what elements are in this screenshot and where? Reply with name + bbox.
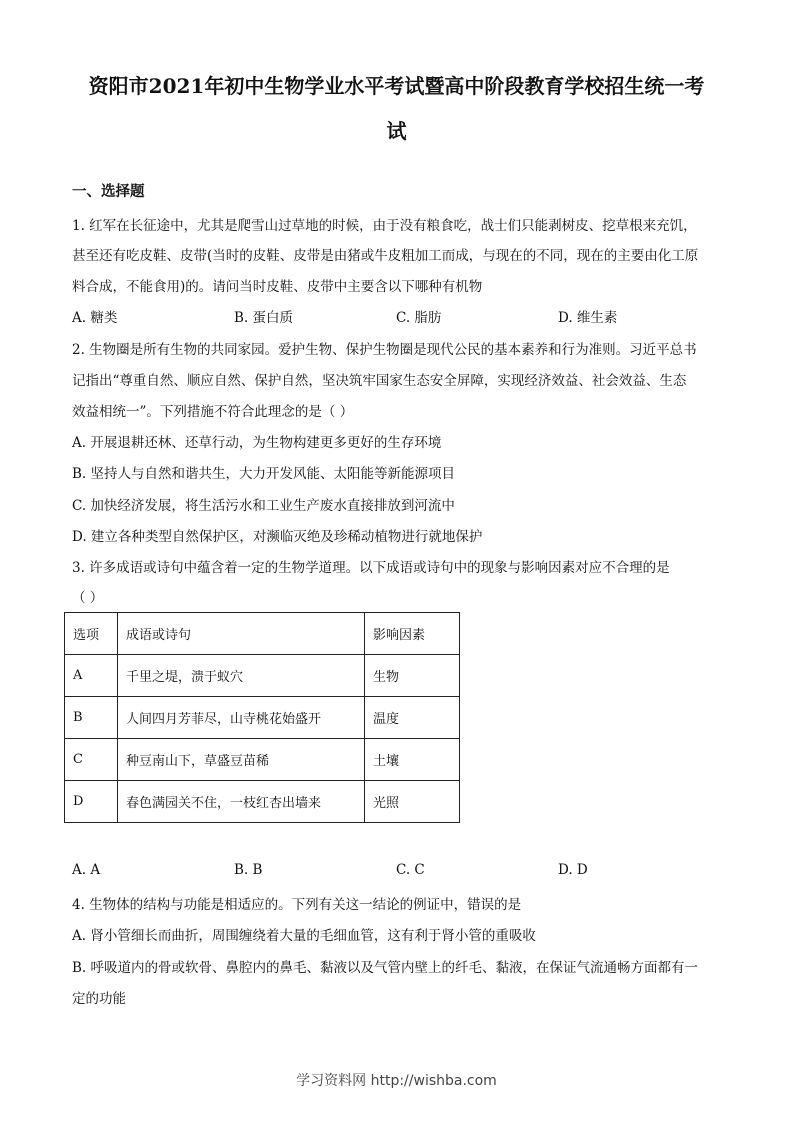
q3-option-c: C. C — [396, 862, 425, 878]
q3-option-b: B. B — [234, 862, 263, 878]
q4-line-1: 4. 生物体的结构与功能是相适应的。下列有关这一结论的例证中，错误的是 — [72, 897, 522, 913]
q1-option-a: A. 糖类 — [72, 310, 118, 326]
q1-option-b: B. 蛋白质 — [234, 310, 294, 326]
document-title — [60, 64, 733, 154]
q4-option-b-line-1: B. 呼吸道内的骨或软骨、鼻腔内的鼻毛、黏液以及气管内壁上的纤毛、黏液，在保证气流通畅方面都有一 — [72, 960, 699, 976]
q2-option-b: B. 坚持人与自然和谐共生，大力开发风能、太阳能等新能源项目 — [72, 466, 456, 482]
table-header-cell: 成语或诗句 — [118, 613, 365, 655]
page-footer: 学习资料网 http://wishba.com — [296, 1073, 497, 1089]
table-header-row — [65, 613, 460, 655]
q3-line-2: （ ） — [72, 590, 104, 606]
q1-line-1: 1. 红军在长征途中，尤其是爬雪山过草地的时候，由于没有粮食吃，战士们只能剥树皮、挖草根来充饥， — [72, 218, 697, 234]
q2-option-d: D. 建立各种类型自然保护区，对濒临灭绝及珍稀动植物进行就地保护 — [72, 529, 483, 545]
table-cell: C — [65, 739, 118, 781]
q4-option-b-line-2: 定的功能 — [72, 991, 126, 1007]
table-row — [65, 697, 460, 739]
table-cell: 人间四月芳菲尽，山寺桃花始盛开 — [118, 697, 365, 739]
table-cell: 土壤 — [365, 739, 460, 781]
table-cell: 春色满园关不住，一枝红杏出墙来 — [118, 781, 365, 823]
q2-line-2: 记指出“尊重自然、顺应自然、保护自然，坚决筑牢国家生态安全屏障，实现经济效益、社会效益、生态 — [72, 373, 687, 389]
q3-option-d: D. D — [558, 862, 588, 878]
table-cell: 生物 — [365, 655, 460, 697]
q3-table — [64, 612, 460, 823]
table-row — [65, 655, 460, 697]
q2-option-a: A. 开展退耕还林、还草行动，为生物构建更多更好的生存环境 — [72, 435, 442, 451]
section-heading: 一、选择题 — [72, 183, 145, 200]
q2-line-3: 效益相统一”。下列措施不符合此理念的是（ ） — [72, 404, 354, 420]
q2-option-c: C. 加快经济发展，将生活污水和工业生产废水直接排放到河流中 — [72, 498, 455, 514]
q2-line-1: 2. 生物圈是所有生物的共同家园。爱护生物、保护生物圈是现代公民的基本素养和行为准则。习近平总书 — [72, 342, 697, 358]
table-cell: 温度 — [365, 697, 460, 739]
title-line-2: 试 — [386, 119, 407, 143]
table-header-cell: 影响因素 — [365, 613, 460, 655]
table-header-cell: 选项 — [65, 613, 118, 655]
table-cell: 种豆南山下，草盛豆苗稀 — [118, 739, 365, 781]
table-cell: 千里之堤，溃于蚁穴 — [118, 655, 365, 697]
table-cell: 光照 — [365, 781, 460, 823]
q1-line-3: 料合成，不能食用)的。请问当时皮鞋、皮带中主要含以下哪种有机物 — [72, 279, 483, 295]
q1-option-d: D. 维生素 — [558, 310, 618, 326]
q4-option-a: A. 肾小管细长而曲折，周围缠绕着大量的毛细血管，这有利于肾小管的重吸收 — [72, 928, 536, 944]
q1-line-2: 甚至还有吃皮鞋、皮带(当时的皮鞋、皮带是由猪或牛皮粗加工而成，与现在的不同，现在的主要由化工原 — [72, 248, 699, 264]
title-line-1: 资阳市2021年初中生物学业水平考试暨高中阶段教育学校招生统一考 — [88, 74, 705, 98]
q3-line-1: 3. 许多成语或诗句中蕴含着一定的生物学道理。以下成语或诗句中的现象与影响因素对应不合理的是 — [72, 560, 670, 576]
table-row — [65, 781, 460, 823]
table-row — [65, 739, 460, 781]
q1-option-c: C. 脂肪 — [396, 310, 442, 326]
table-cell: A — [65, 655, 118, 697]
q3-option-a: A. A — [72, 862, 101, 878]
table-cell: D — [65, 781, 118, 823]
table-cell: B — [65, 697, 118, 739]
